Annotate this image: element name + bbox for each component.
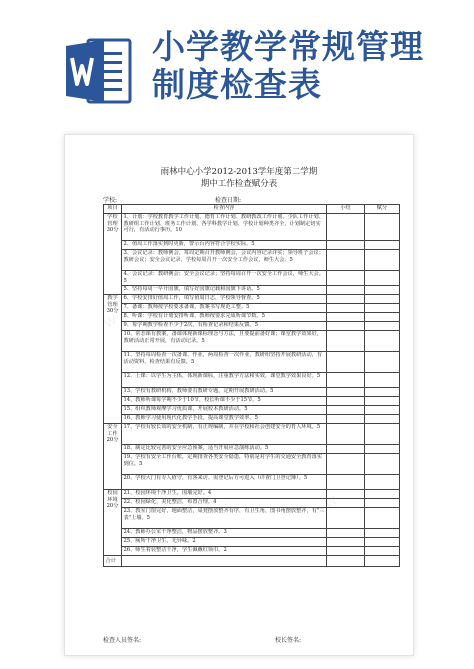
table-row — [104, 295, 400, 304]
principal-sign-label: 校长签名: — [275, 637, 302, 644]
table-row — [104, 529, 400, 538]
score-cell[interactable] — [365, 406, 400, 415]
summary-cell[interactable] — [327, 286, 365, 295]
table-row — [104, 475, 400, 490]
table-row — [104, 286, 400, 295]
summary-cell[interactable] — [327, 490, 365, 499]
category-cell: 安全工作20分 — [104, 424, 122, 490]
table-row — [104, 538, 400, 547]
table-row — [104, 508, 400, 529]
score-cell[interactable] — [365, 424, 400, 445]
content-cell: 11、坚持每周检查一次备课、作业，两周检查一次作业，教研组坚持开展教研活动，有活动资料，检查结果有反馈。5 — [122, 352, 327, 373]
summary-cell[interactable] — [327, 304, 365, 313]
score-cell[interactable] — [365, 415, 400, 424]
content-cell: 24、教师办公室干净整洁，物品摆放整齐。3 — [122, 529, 327, 538]
content-cell: 6、学校安排好值周工作，填写值周日志，学校领导督查。5 — [122, 295, 327, 304]
total-label: 合计 — [104, 556, 122, 567]
document-title-line2: 期中工作检查赋分表 — [200, 179, 278, 189]
content-cell: 26、师生着装整洁干净，学生佩戴红领巾。2 — [122, 547, 327, 556]
summary-cell[interactable] — [327, 241, 365, 250]
banner-title-line1: 小学教学常规管理 — [152, 27, 424, 66]
content-cell: 15、组织教师观摩学习优质课，开展校本教研活动。5 — [122, 406, 327, 415]
score-cell[interactable] — [365, 331, 400, 352]
table-row — [104, 214, 400, 241]
summary-cell[interactable] — [327, 214, 365, 241]
score-cell[interactable] — [365, 271, 400, 286]
summary-cell[interactable] — [327, 547, 365, 556]
content-cell: 13、学校有教研机构，教师要有教研专题，定期开展教研活动。5 — [122, 388, 327, 397]
total-row — [104, 556, 400, 567]
category-cell: 教学管理30分 — [104, 295, 122, 424]
summary-cell[interactable] — [327, 352, 365, 373]
score-cell[interactable] — [365, 322, 400, 331]
summary-cell[interactable] — [327, 529, 365, 538]
content-cell: 10、常态课有教案，备课体现新课标理念与方法，且要提前备好课；课堂教学效果好，教研活动正常开展，有活动记录。5 — [122, 331, 327, 352]
content-cell: 23、教室门窗完好，地面整洁，桌凳摆放整齐有序，有卫生角，图书角摆放整齐，有"三表"上墙。5 — [122, 508, 327, 529]
summary-cell[interactable] — [327, 250, 365, 271]
summary-cell[interactable] — [327, 499, 365, 508]
category-cell: 学校管理30分 — [104, 214, 122, 295]
summary-cell[interactable] — [327, 454, 365, 475]
score-cell[interactable] — [365, 508, 400, 529]
table-row — [104, 499, 400, 508]
banner-title — [152, 28, 424, 104]
summary-cell[interactable] — [327, 445, 365, 454]
table-row — [104, 424, 400, 445]
content-cell: 19、学校有安全工作台账，定期排查各类安全隐患，特别是对学生的交通安全教育落实到位。5 — [122, 454, 327, 475]
table-row — [104, 373, 400, 388]
score-cell[interactable] — [365, 538, 400, 547]
summary-cell[interactable] — [327, 475, 365, 490]
content-cell: 20、学校大门有专人值守，有客来访、需登记后方可进入（详查门卫登记簿）。5 — [122, 475, 327, 490]
summary-cell[interactable] — [327, 415, 365, 424]
summary-cell[interactable] — [327, 397, 365, 406]
score-cell[interactable] — [365, 313, 400, 322]
summary-cell[interactable] — [327, 271, 365, 286]
content-cell: 21、校园环境干净卫生，围墙完好。4 — [122, 490, 327, 499]
score-cell[interactable] — [365, 547, 400, 556]
table-row — [104, 250, 400, 271]
table-row — [104, 445, 400, 454]
total-score-cell — [365, 556, 400, 567]
document-page — [64, 134, 414, 656]
school-label: 学校: — [103, 197, 118, 204]
summary-cell[interactable] — [327, 424, 365, 445]
table-row — [104, 406, 400, 415]
summary-cell[interactable] — [327, 313, 365, 322]
score-cell[interactable] — [365, 490, 400, 499]
table-row — [104, 415, 400, 424]
score-cell[interactable] — [365, 214, 400, 241]
content-cell: 5、坚持每周一早升国旗，填写好国旗记载和国旗下讲话。5 — [122, 286, 327, 295]
table-row — [104, 352, 400, 373]
summary-cell[interactable] — [327, 373, 365, 388]
table-row — [104, 490, 400, 499]
summary-cell[interactable] — [327, 406, 365, 415]
table-row — [104, 331, 400, 352]
content-cell: 12、上课：以学生为主体，体现新课标，注重教学方法和实效，课堂教学效果良好。5 — [122, 373, 327, 388]
content-cell: 14、教师听课每学期不少于10节，校长听课不少于15节。5 — [122, 397, 327, 406]
content-cell: 18、制定比较完善的安全应急预案，适当开展应急演练活动。5 — [122, 445, 327, 454]
score-cell[interactable] — [365, 445, 400, 454]
inspector-sign-label: 检查人员签名: — [103, 637, 142, 644]
table-header-row — [104, 205, 400, 214]
summary-cell[interactable] — [327, 508, 365, 529]
summary-cell[interactable] — [327, 322, 365, 331]
table-row — [104, 322, 400, 331]
score-cell[interactable] — [365, 529, 400, 538]
summary-cell[interactable] — [327, 538, 365, 547]
evaluation-table — [103, 204, 400, 567]
watermark: W — [322, 492, 340, 512]
score-cell[interactable] — [365, 304, 400, 313]
score-cell[interactable] — [365, 499, 400, 508]
score-cell[interactable] — [365, 454, 400, 475]
banner — [0, 0, 474, 132]
header-summary: 小结 — [327, 205, 365, 214]
content-cell: 1、计划：学校教育教学工作计划、德育工作计划、教研教改工作计划、少队工作计划、教研组工作计划、班务工作计划、各学科教学计划、学校计划种类齐全，计划制定切实可行，有活动行事历。10 — [122, 214, 327, 241]
content-cell: 25、厕所干净卫生，无异味。2 — [122, 538, 327, 547]
score-cell[interactable] — [365, 475, 400, 490]
header-item: 项目 — [104, 205, 122, 214]
content-cell: 8、听课：学校有计划安排听课，教师按要求完成听课节数。5 — [122, 313, 327, 322]
word-document-icon — [66, 36, 132, 106]
table-row — [104, 304, 400, 313]
table-row — [104, 313, 400, 322]
check-date-label: 检查日期: — [215, 197, 242, 204]
table-row — [104, 454, 400, 475]
content-cell: 7、备课：教师按学校要求备课，教案书写规范工整。5 — [122, 304, 327, 313]
content-cell: 3、会议记录：教师例会，每周定期召开教师例会，会议内容记录详实；领导班子会议；教研会议；安全会议记录，学校每周召开一次安全工作会议，师生大会。5 — [122, 250, 327, 271]
table-row — [104, 547, 400, 556]
score-cell[interactable] — [365, 397, 400, 406]
table-row — [104, 397, 400, 406]
score-cell[interactable] — [365, 286, 400, 295]
content-cell: 2、值周工作落实到时更新，警示台内容符合学校实际。5 — [122, 241, 327, 250]
content-cell: 9、每学期教学检查不少于2次，有检查记录和结果反馈。5 — [122, 322, 327, 331]
score-cell[interactable] — [365, 373, 400, 388]
table-row — [104, 388, 400, 397]
banner-title-line2: 制度检查表 — [152, 65, 322, 104]
summary-cell[interactable] — [327, 295, 365, 304]
table-row — [104, 241, 400, 250]
content-cell: 4、会议记录：教研例会；安全会议记录；坚持每周召开一次安全工作会议，师生大会。5 — [122, 271, 327, 286]
content-cell: 17、学校有较长效的安全机制，有正规编制，并在学校和社会创建安全的育人环境。5 — [122, 424, 327, 445]
score-cell[interactable] — [365, 250, 400, 271]
score-cell[interactable] — [365, 388, 400, 397]
table-body — [104, 214, 400, 556]
category-cell: 校园环境20分 — [104, 490, 122, 556]
score-cell[interactable] — [365, 352, 400, 373]
table-row — [104, 271, 400, 286]
total-content-cell — [122, 556, 327, 567]
summary-cell[interactable] — [327, 388, 365, 397]
watermark: W — [102, 312, 120, 332]
header-content: 检查内容 — [122, 205, 327, 214]
summary-cell[interactable] — [327, 331, 365, 352]
document-title-line1: 雨林中心小学2012-2013学年度第二学期 — [160, 167, 318, 177]
header-score: 赋分 — [365, 205, 400, 214]
content-cell: 22、校园绿化、美化整洁，布置合理。4 — [122, 499, 327, 508]
content-cell: 16、教师学习使用现代化教学手段，提高课堂教学效率。5 — [122, 415, 327, 424]
total-summary-cell — [327, 556, 365, 567]
score-cell[interactable] — [365, 241, 400, 250]
score-cell[interactable] — [365, 295, 400, 304]
